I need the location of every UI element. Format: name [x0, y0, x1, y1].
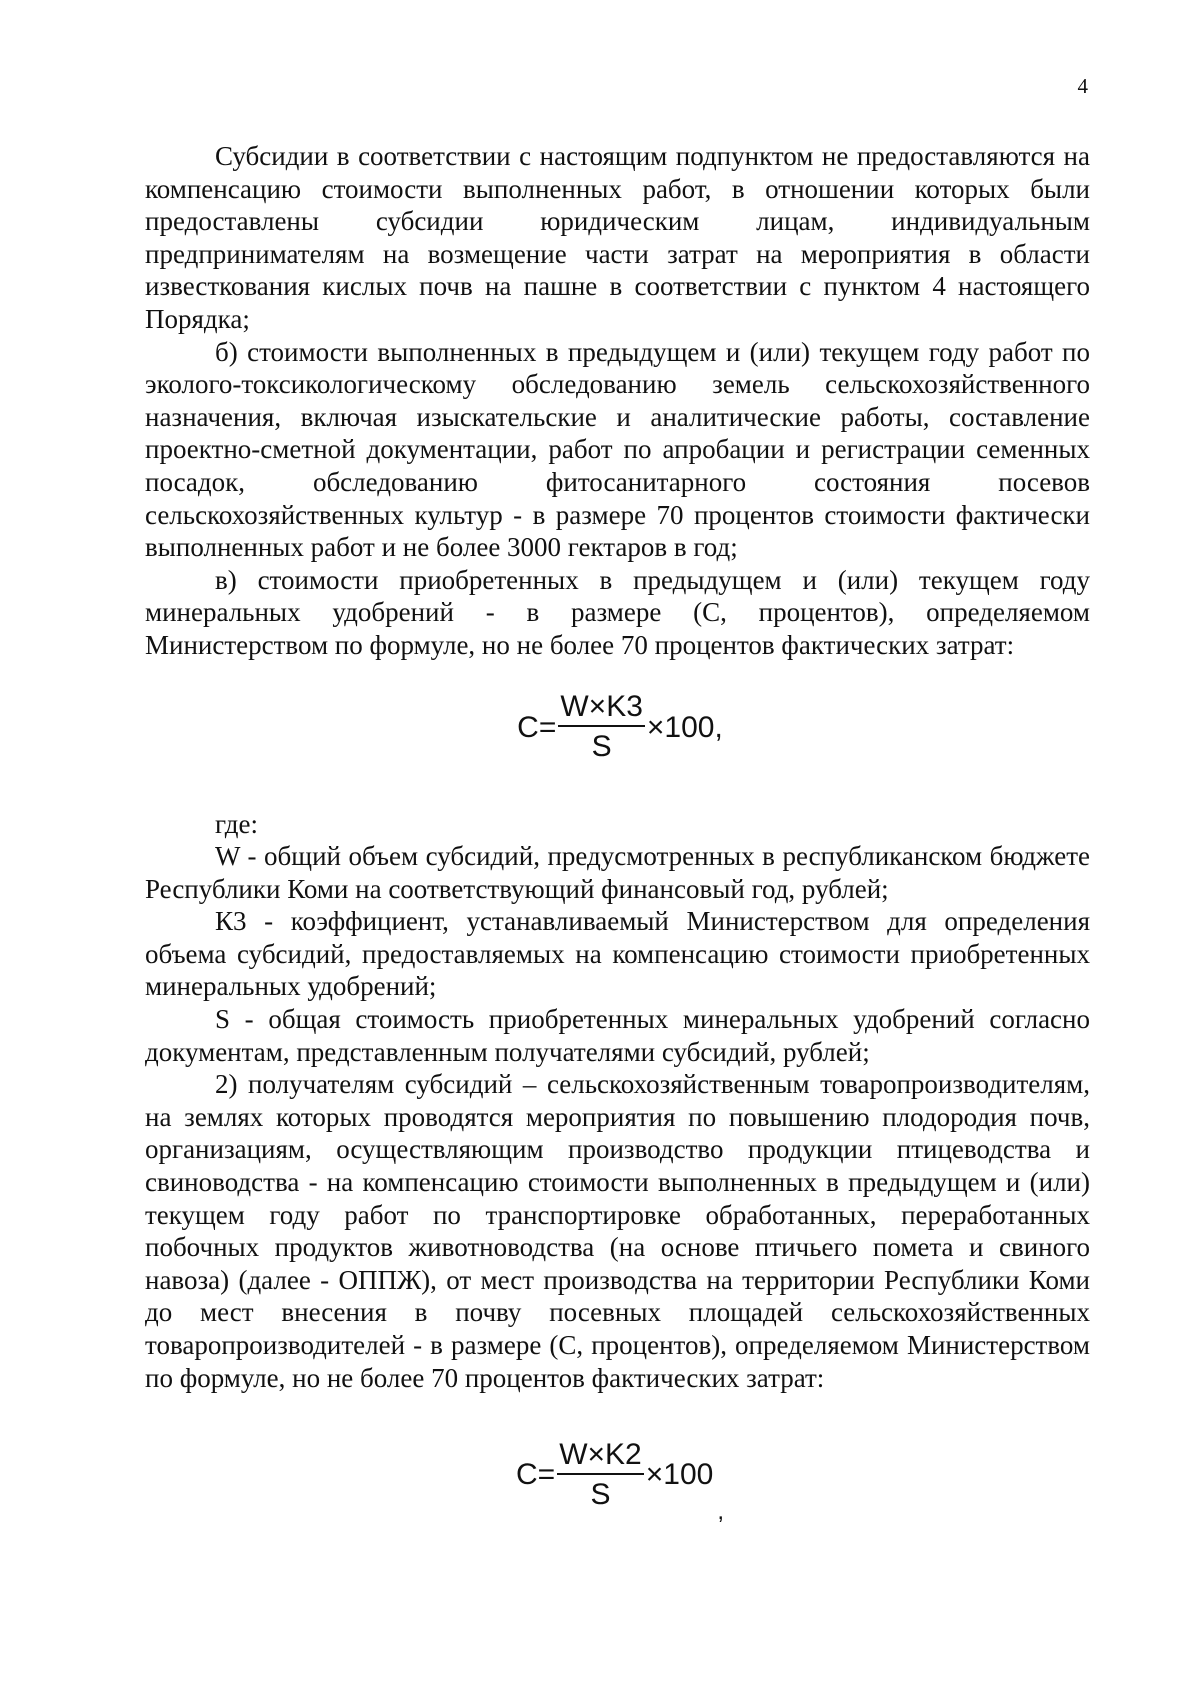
- paragraph-item-v: в) стоимости приобретенных в предыдущем и (или) текущем году минеральных удобрений - в размере (С, процентов), определяемом Министерством по формуле, но не более 70 процентов фактических затрат:: [145, 564, 1090, 660]
- formula-trailing-comma: ,: [717, 1497, 724, 1525]
- formula-numerator: W×K3: [558, 690, 645, 727]
- formula-rhs: ×100: [645, 1458, 714, 1492]
- paragraph-item-b: б) стоимости выполненных в предыдущем и (или) текущем году работ по эколого-токсикологическому обследованию земель сельскохозяйственного назначения, включая изыскательские и аналитические работы, составление проектно-сметной документации, работ по апробации и регистрации семенных посадок, обследованию фитосанитарного состояния посевов сельскохозяйственных культур - в размере 70 процентов стоимости фактически выполненных работ и не более 3000 гектаров в год;: [145, 336, 1090, 563]
- formula-numerator: W×K2: [557, 1438, 644, 1475]
- definition-k3: К3 - коэффициент, устанавливаемый Министерством для определения объема субсидий, предоставляемых на компенсацию стоимости приобретенных минеральных удобрений;: [145, 906, 1090, 1002]
- paragraph-subsidy-exclusion: Субсидии в соответствии с настоящим подпунктом не предоставляются на компенсацию стоимости выполненных работ, в отношении которых были предоставлены субсидии юридическим лицам, индивидуальным предпринимателям на возмещение части затрат на мероприятия в области известкования кислых почв на пашне в соответствии с пунктом 4 настоящего Порядка;: [145, 141, 1090, 334]
- formula-c-k2: [280, 1420, 960, 1530]
- spacer: [145, 788, 1090, 808]
- paragraph-where: где:: [215, 808, 258, 839]
- formula-denominator: S: [590, 1477, 611, 1511]
- page-number: 4: [1077, 74, 1088, 98]
- formula-lhs: C=: [517, 710, 557, 744]
- formula-c-k3: [280, 668, 960, 788]
- document-body: [145, 140, 1090, 1530]
- formula-fraction: [557, 1438, 644, 1513]
- paragraph-item-2: 2) получателям субсидий – сельскохозяйственным товаропроизводителям, на землях которых проводятся мероприятия по повышению плодородия почв, организациям, осуществляющим производство продукции птицеводства и свиноводства - на компенсацию стоимости выполненных в предыдущем и (или) текущем году работ по транспортировке обработанных, переработанных побочных продуктов животноводства (на основе птичьего помета и свиного навоза) (далее - ОППЖ), от мест производства на территории Республики Коми до мест внесения в почву посевных площадей сельскохозяйственных товаропроизводителей - в размере (С, процентов), определяемом Министерством по формуле, но не более 70 процентов фактических затрат:: [145, 1069, 1090, 1393]
- definition-s: S - общая стоимость приобретенных минеральных удобрений согласно документам, представленным получателями субсидий, рублей;: [145, 1004, 1090, 1067]
- definition-w: W - общий объем субсидий, предусмотренных в республиканском бюджете Республики Коми на соответствующий финансовый год, рублей;: [145, 841, 1090, 904]
- formula-rhs: ×100,: [646, 710, 723, 744]
- formula-lhs: C=: [516, 1458, 556, 1492]
- formula-fraction: [558, 690, 645, 765]
- formula-denominator: S: [591, 730, 612, 763]
